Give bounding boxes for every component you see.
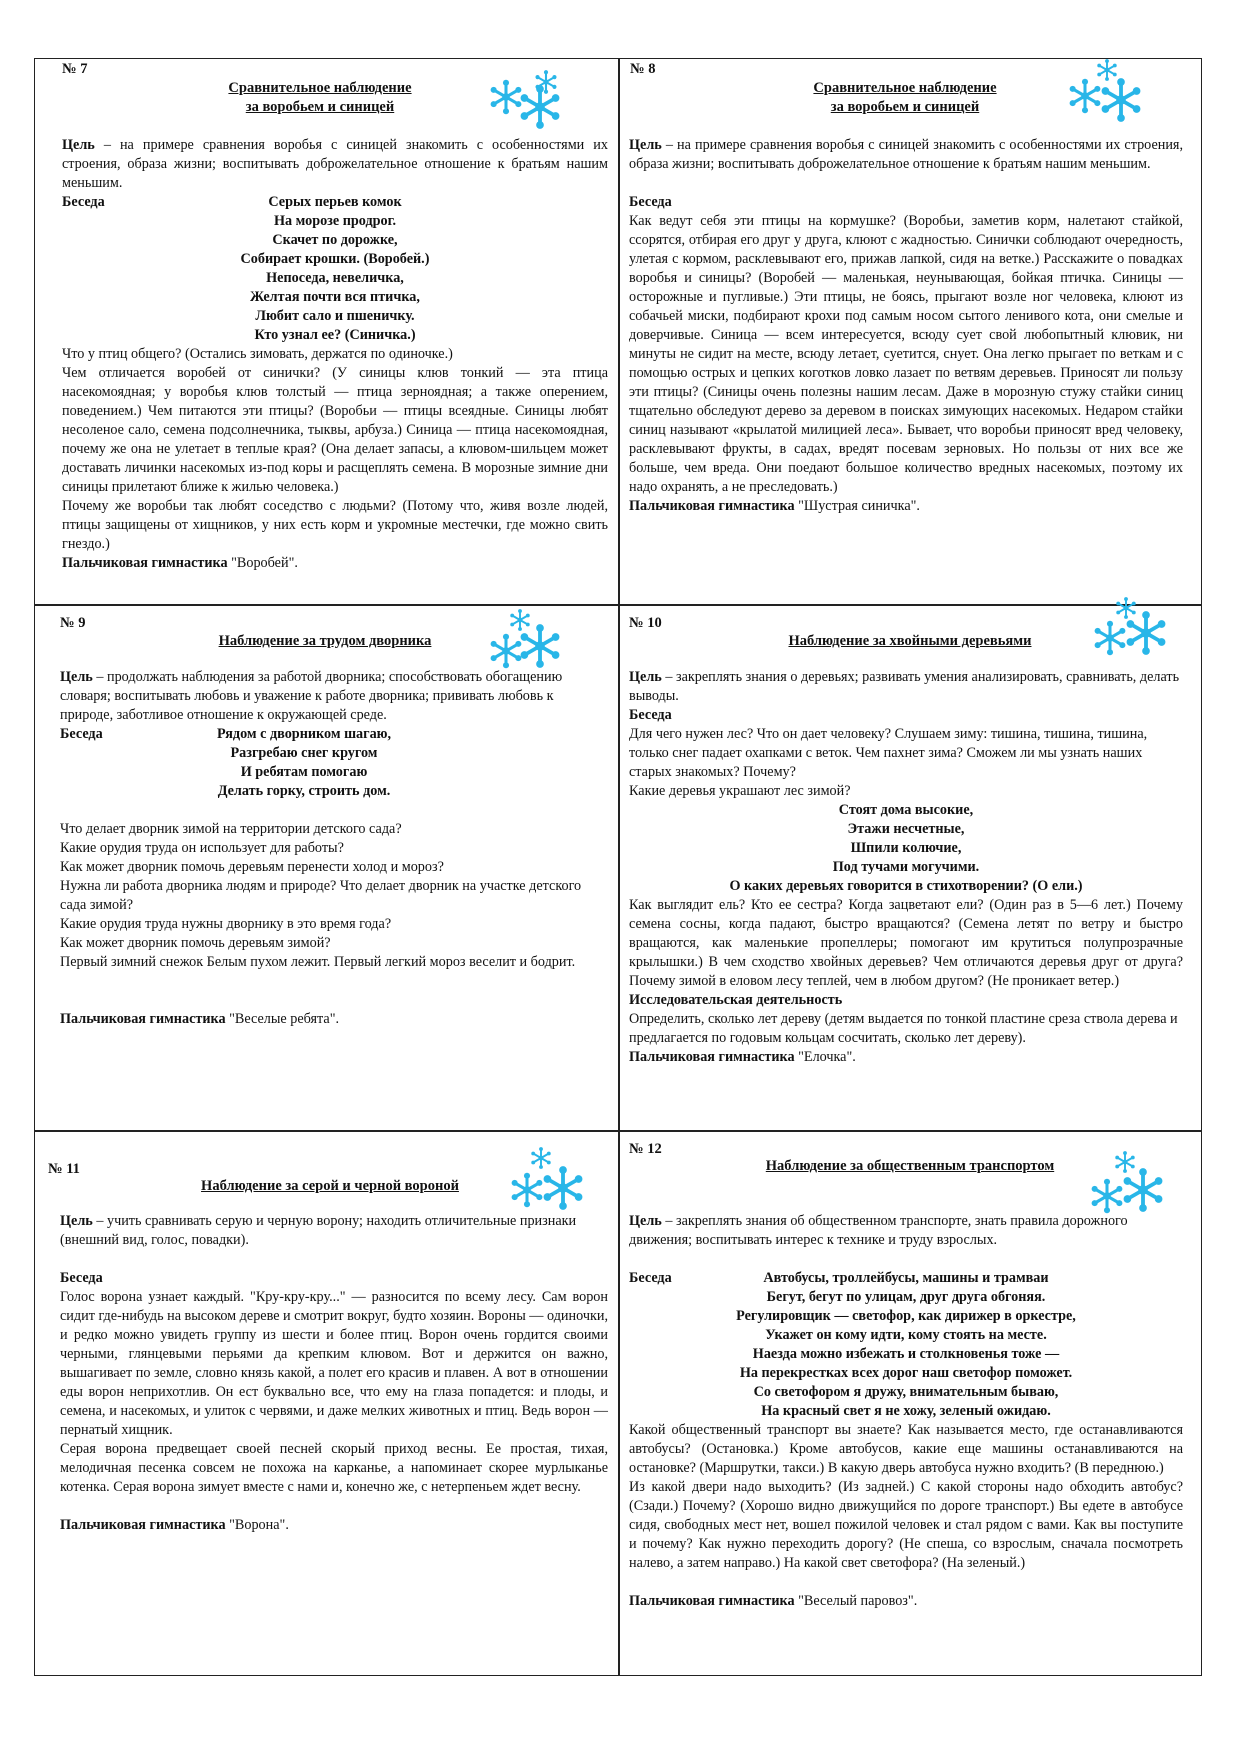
- talk-label: Беседа: [60, 1270, 103, 1286]
- title-line: Наблюдение за хвойными деревьями: [788, 633, 1032, 649]
- goal-text: – на примере сравнения воробья с синицей знакомить с особенностями их строения, образа жизни; воспитывать доброжелательное отношение к братьям нашим меньшим.: [62, 137, 608, 191]
- title-line: за воробьем и синицей: [245, 99, 395, 115]
- paragraph: Что у птиц общего? (Остались зимовать, держатся по одиночке.): [62, 346, 453, 362]
- title-line: Сравнительное наблюдение: [813, 80, 997, 96]
- goal-label: Цель: [629, 669, 662, 685]
- poem-line: Этажи несчетные,: [847, 821, 965, 837]
- gym-label: Пальчиковая гимнастика: [629, 498, 795, 514]
- poem-line: И ребятам помогаю: [240, 764, 368, 780]
- paragraph: Почему же воробьи так любят соседство с людьми? (Потому что, живя возле людей, птицы защищены от хищников, у них есть корм и укромные местечки, где можно свить гнездо.): [62, 498, 608, 552]
- poem-line: На красный свет я не хожу, зеленый ожидаю.: [761, 1403, 1051, 1419]
- paragraph: Нужна ли работа дворника людям и природе? Что делает дворник на участке детского сада зимой?: [60, 878, 582, 913]
- card-title: [720, 1157, 1100, 1176]
- poem-line: Разгребаю снег кругом: [230, 745, 378, 761]
- poem-line: Укажет он кому идти, кому стоять на месте.: [765, 1327, 1047, 1343]
- poem-line: Желтая почти вся птичка,: [250, 289, 420, 305]
- gym-text: "Веселый паровоз".: [794, 1593, 918, 1609]
- poem-line: Непоседа, невеличка,: [266, 270, 404, 286]
- poem-line: Наезда можно избежать и столкновенья тоже —: [752, 1346, 1060, 1362]
- paragraph: Для чего нужен лес? Что он дает человеку? Слушаем зиму: тишина, тишина, тишина, только снег падает охапками с веток. Чем пахнет зима? Сможем ли мы узнать наших старых знакомых? Почему?: [629, 726, 1148, 780]
- goal-label: Цель: [60, 1213, 93, 1229]
- goal-text: – закреплять знания о деревьях; развивать умения анализировать, сравнивать, делать выводы.: [629, 669, 1180, 704]
- title-line: Наблюдение за серой и черной вороной: [201, 1178, 459, 1194]
- talk-label: Беседа: [629, 194, 672, 210]
- gym-label: Пальчиковая гимнастика: [60, 1517, 226, 1533]
- gym-label: Пальчиковая гимнастика: [60, 1011, 226, 1027]
- poem-line: Бегут, бегут по улицам, друг друга обгоняя.: [766, 1289, 1046, 1305]
- paragraph: Какой общественный транспорт вы знаете? Как называется место, где останавливаются автобусы? (Остановка.) Кроме автобусов, какие еще машины останавливаются на остановке? (Маршрутки, такси.) В какую дверь автобуса нужно входить? (В переднюю.): [629, 1422, 1183, 1476]
- paragraph: Из какой двери надо выходить? (Из задней.) С какой стороны надо обходить автобус? (Сзади.) Почему? (Хорошо видно движущийся по дороге транспорт.) Вы едете в автобусе сидя, свободных мест нет, вошел пожилой человек и стал рядом с вами. Как вы поступите и почему? Как нужно переходить дорогу? (Не спеша, со взрослым, сначала посмотреть налево, а затем направо.) На какой свет светофора? (На зеленый.): [629, 1479, 1183, 1571]
- paragraph: Какие деревья украшают лес зимой?: [629, 783, 851, 799]
- gym-text: "Ворона".: [225, 1517, 289, 1533]
- poem-line: Шпили колючие,: [850, 840, 962, 856]
- poem-line: Делать горку, строить дом.: [217, 783, 391, 799]
- research-label: Исследовательская деятельность: [629, 992, 843, 1008]
- paragraph: Первый зимний снежок Белым пухом лежит. Первый легкий мороз веселит и бодрит.: [60, 954, 576, 970]
- poem: [629, 1269, 1183, 1421]
- paragraph: Серая ворона предвещает своей песней скорый приход весны. Ее простая, тихая, мелодичная песенка совсем не похожа на карканье, а напоминает скорее мурлыканье котенка. Серая ворона зимует вместе с нами и, конечно же, с нетерпеньем ждет весну.: [60, 1441, 608, 1495]
- talk-block: [629, 1269, 1183, 1421]
- poem-line: Любит сало и пшеничку.: [255, 308, 415, 324]
- poem-line: Автобусы, троллейбусы, машины и трамваи: [763, 1270, 1049, 1286]
- talk-label: Беседа: [62, 194, 105, 210]
- gym-text: "Елочка".: [794, 1049, 856, 1065]
- poem-line: О каких деревьях говорится в стихотворении? (О ели.): [729, 878, 1083, 894]
- poem-line: Со светофором я дружу, внимательным бываю,: [753, 1384, 1059, 1400]
- gym-text: "Веселые ребята".: [225, 1011, 340, 1027]
- card-number: № 8: [630, 61, 656, 77]
- gym-text: "Воробей".: [227, 555, 298, 571]
- talk-label: Беседа: [60, 726, 103, 742]
- goal-text: – закреплять знания об общественном транспорте, знать правила дорожного движения; воспитывать интерес к технике и труду взрослых.: [629, 1213, 1128, 1248]
- title-line: Сравнительное наблюдение: [228, 80, 412, 96]
- paragraph: Как ведут себя эти птицы на кормушке? (Воробьи, заметив корм, налетают стайкой, ссорятся, отбирая его друг у друга, клюют с жадностью. Синички соблюдают очередность, улетая с кормом, расклевывают его, прижав лапкой, сидя на ветке.) Расскажите о повадках воробья и синицы? (Воробей — маленькая, неунывающая, бойкая птичка. Синицы — осторожные и пугливые.) Эти птицы, не боясь, прыгают возле ног человека, клюют из собачьей миски, подбирают крохи под самым носом сытого ленивого кота, они смелые и доверчивые. Синица — всем интересуется, всюду сует свой любопытный клювик, ни минуты не сидит на месте, всюду летает, суетится, снует. Она легко прыгает по веткам и с помощью острых и цепких коготков ловко лазает по ветвям деревьев. Приносят ли пользу эти птицы? (Синицы очень полезны нашим лесам. Даже в морозную стужу стайки синиц тщательно обследуют дерево за деревом в поисках зимующих насекомых. Недаром стайки синиц называют «крылатой милицией леса». Бывает, что воробьи приносят вред человеку, расклевывают фрукты, в садах, вредят посевам зерновых. Но пользы от них все же больше, чем вреда. Они поедают большое количество вредных насекомых, поэтому их надо охранять, а не преследовать.): [629, 213, 1183, 495]
- snowflake-icon: [1085, 1150, 1170, 1218]
- paragraph: Какие орудия труда нужны дворнику в это время года?: [60, 916, 392, 932]
- gym-label: Пальчиковая гимнастика: [62, 555, 228, 571]
- poem-line: Стоят дома высокие,: [838, 802, 974, 818]
- goal-text: – продолжать наблюдения за работой дворника; способствовать обогащению словаря; воспитывать любовь и уважение к работе дворника; прививать любовь к природе, заботливое отношение к окружающей среде.: [60, 669, 563, 723]
- paragraph: Что делает дворник зимой на территории детского сада?: [60, 821, 402, 837]
- talk-label: Беседа: [629, 707, 672, 723]
- card-number: № 12: [629, 1141, 662, 1157]
- poem-line: Скачет по дорожке,: [272, 232, 398, 248]
- title-line: Наблюдение за трудом дворника: [218, 633, 432, 649]
- card-number: № 11: [48, 1161, 80, 1177]
- card-number: № 10: [629, 615, 662, 631]
- poem-line: На морозе продрог.: [273, 213, 397, 229]
- title-line: Наблюдение за общественным транспортом: [765, 1158, 1055, 1174]
- goal-text: – на примере сравнения воробья с синицей знакомить с особенностями их строения, образа жизни; воспитывать доброжелательное отношение к братьям нашим меньшим.: [629, 137, 1183, 172]
- paragraph: Голос ворона узнает каждый. "Кру-кру-кру..." — разносится по всему лесу. Сам ворон сидит где-нибудь на высоком дереве и смотрит вокруг, будто хозяин. Вороны — одиночки, и редко можно увидеть группу из шести и более птиц. Ворон очень гордится своими черными, глянцевыми перьями да крепким клювом. Вот и держится он важно, вышагивает по земле, словно князь какой, а полет его красив и плавен. А вот в отношении еды ворон неприхотлив. Он ест буквально все, что ему на глаза попадется: и плоды, и семена, и насекомых, и улиток с червями, и даже мелких животных и птиц. Ведь ворон — пернатый хищник.: [60, 1289, 609, 1438]
- gym-label: Пальчиковая гимнастика: [629, 1593, 795, 1609]
- goal-label: Цель: [62, 137, 95, 153]
- goal-label: Цель: [629, 1213, 662, 1229]
- poem-line: Под тучами могучими.: [832, 859, 980, 875]
- card-number: № 9: [60, 615, 86, 631]
- poem-line: Собирает крошки. (Воробей.): [240, 251, 430, 267]
- card-number: № 7: [62, 61, 88, 77]
- goal-text: – учить сравнивать серую и черную ворону; находить отличительные признаки (внешний вид, голос, повадки).: [60, 1213, 577, 1248]
- poem-line: Рядом с дворником шагаю,: [216, 726, 392, 742]
- poem-line: Регулировщик — светофор, как дирижер в оркестре,: [736, 1308, 1076, 1324]
- gym-label: Пальчиковая гимнастика: [629, 1049, 795, 1065]
- paragraph: Чем отличается воробей от синички? (У синицы клюв тонкий — эта птица насекомоядная; у воробья клюв толстый — птица зерноядная; а также оперением, поведением.) Чем питаются эти птицы? (Воробьи — птицы всеядные. Синицы любят несоленое сало, семена подсолнечника, тыквы, арбуза.) Синица — птица насекомоядная, почему же она не улетает в теплые края? (Она делает запасы, а клювом-шильцем может доставать личинки насекомых из-под коры и расщеплять семена. В морозные зимние дни синицы прилетают ближе к жилью человека.): [62, 365, 608, 495]
- paragraph: Как выглядит ель? Кто ее сестра? Когда зацветают ели? (Один раз в 5—6 лет.) Почему семена сосны, когда падают, быстро вращаются? (Семена летят по ветру и быстро вращаются, как маленькие пропеллеры; помогают им крутиться полупрозрачные крылышки.) В чем сходство хвойных деревьев? Чем отличаются деревья друг от друга? Почему зимой в еловом лесу теплей, чем в любом другом? (Не проникает ветер.): [629, 897, 1183, 989]
- paragraph: Определить, сколько лет дереву (детям выдается по тонкой пластине среза ствола дерева и предлагается по годовым кольцам сосчитать, сколько лет дереву).: [629, 1011, 1178, 1046]
- paragraph: Как может дворник помочь деревьям зимой?: [60, 935, 331, 951]
- gym-text: "Шустрая синичка".: [794, 498, 920, 514]
- goal-label: Цель: [60, 669, 93, 685]
- poem-line: Кто узнал ее? (Синичка.): [254, 327, 416, 343]
- title-line: за воробьем и синицей: [830, 99, 980, 115]
- poem-line: Серых перьев комок: [268, 194, 402, 210]
- poem-line: На перекрестках всех дорог наш светофор поможет.: [739, 1365, 1073, 1381]
- paragraph: Как может дворник помочь деревьям перенести холод и мороз?: [60, 859, 444, 875]
- goal-label: Цель: [629, 137, 662, 153]
- talk-label: Беседа: [629, 1270, 672, 1286]
- paragraph: Какие орудия труда он использует для работы?: [60, 840, 344, 856]
